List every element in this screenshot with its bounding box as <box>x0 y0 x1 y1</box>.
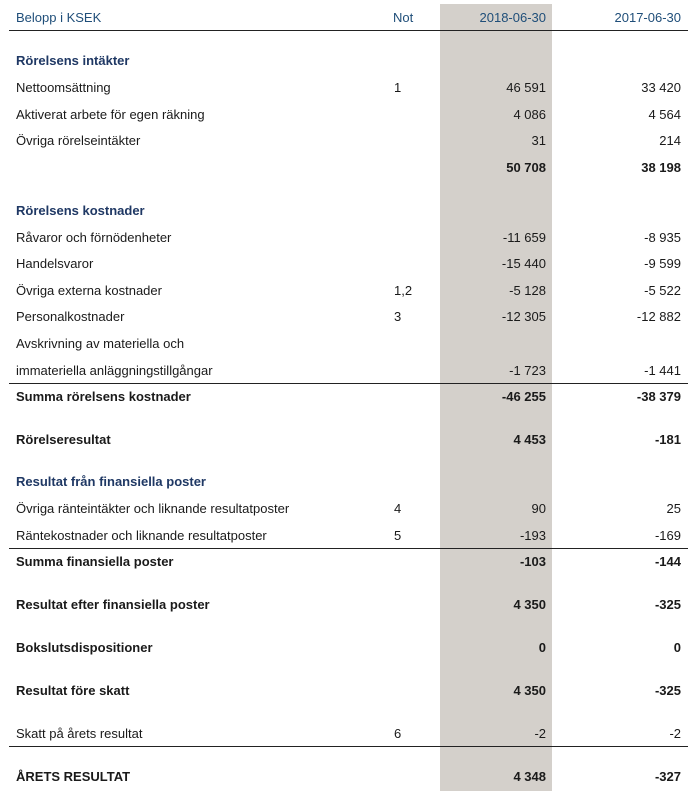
header-col-2017: 2017-06-30 <box>614 10 681 25</box>
tax-row: Skatt på årets resultat 6 -2 -2 <box>16 726 681 741</box>
table-row: immateriella anläggningstillgångar -1 723 -1 441 <box>16 363 681 378</box>
appropriations-row: Bokslutsdispositioner 0 0 <box>16 640 681 655</box>
section-title-costs: Rörelsens kostnader <box>16 203 145 218</box>
income-subtotal-row: 50 708 38 198 <box>506 160 681 175</box>
header-rule <box>9 30 688 31</box>
financial-rule <box>9 548 688 549</box>
financial-total-row: Summa finansiella poster -103 -144 <box>16 554 681 569</box>
costs-rule <box>9 383 688 384</box>
result-after-financial-row: Resultat efter finansiella poster 4 350 -325 <box>16 597 681 612</box>
header-note: Not <box>393 10 414 25</box>
table-row: Råvaror och förnödenheter -11 659 -8 935 <box>16 230 681 245</box>
net-result-row: ÅRETS RESULTAT 4 348 -327 <box>16 769 681 784</box>
table-header <box>0 8 698 28</box>
table-row: Handelsvaror -15 440 -9 599 <box>16 256 681 271</box>
section-title-income: Rörelsens intäkter <box>16 53 130 68</box>
section-title-financial: Resultat från finansiella poster <box>16 474 206 489</box>
costs-total-row: Summa rörelsens kostnader -46 255 -38 379 <box>16 389 681 404</box>
table-row: Aktiverat arbete för egen räkning 4 086 4 564 <box>16 107 681 122</box>
header-label: Belopp i KSEK <box>16 10 102 25</box>
header-col-2018: 2018-06-30 <box>479 10 546 25</box>
net-result-rule <box>9 746 688 747</box>
table-row: Övriga rörelseintäkter 31 214 <box>16 133 681 148</box>
table-row: Personalkostnader 3 -12 305 -12 882 <box>16 309 681 324</box>
table-row: Avskrivning av materiella och <box>16 336 185 351</box>
table-row: Övriga ränteintäkter och liknande resultatposter 4 90 25 <box>16 501 681 516</box>
result-before-tax-row: Resultat före skatt 4 350 -325 <box>16 683 681 698</box>
table-row: Räntekostnader och liknande resultatposter 5 -193 -169 <box>16 528 681 543</box>
table-row: Nettoomsättning 1 46 591 33 420 <box>16 80 681 95</box>
table-row: Övriga externa kostnader 1,2 -5 128 -5 522 <box>16 283 681 298</box>
operating-result-row: Rörelseresultat 4 453 -181 <box>16 432 681 447</box>
